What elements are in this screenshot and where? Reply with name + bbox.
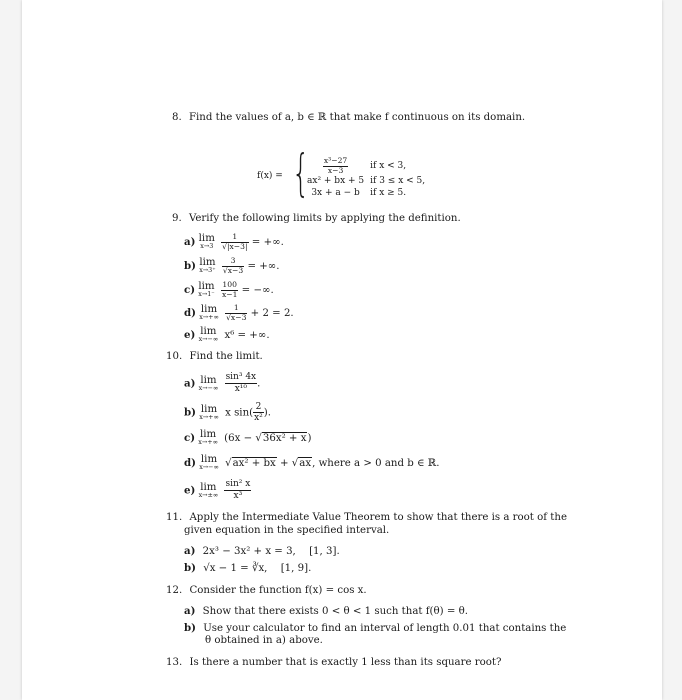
case2-condition: if 3 ≤ x < 5,	[370, 176, 426, 186]
problem-9: 9. Verify the following limits by applying the definition.	[172, 213, 461, 224]
problem-8	[172, 111, 525, 124]
case2-expression: ax² + bx + 5	[307, 176, 365, 186]
problem-11-line2: given equation in the specified interval.	[184, 525, 390, 536]
p10-item-e: e) lim x→±∞ $\frac{\text{sin² x}}{\text{x³}}$	[184, 479, 251, 501]
p9-item-c: c) lim x→1⁻ $\frac{100}{x-1}$ = −∞.	[184, 280, 274, 299]
piecewise-cases	[304, 157, 428, 199]
p9-item-a: a) lim x→3 $\frac{1}{√|x-3|}$ = +∞.	[184, 232, 284, 251]
case1-condition: if x < 3,	[370, 161, 407, 171]
p12-item-b: b) Use your calculator to find an interval of length 0.01 that contains the	[184, 622, 567, 634]
document-page	[22, 0, 662, 700]
p10-item-d: d) lim x→−∞ √ax² + bx + √ax, where a > 0 and b ∈ ℝ.	[184, 454, 440, 471]
piecewise-brace: {	[292, 144, 310, 202]
p10-item-a: a) lim x→−∞ $\frac{\text{sin³ 4x}}{\text{x¹⁰}}$ .	[184, 372, 261, 394]
p11-item-b: b) √x − 1 = ∛x, [1, 9].	[184, 562, 312, 574]
case3-condition: if x ≥ 5.	[370, 188, 407, 198]
p9-item-d: d) lim x→+∞ $\frac{1}{√x-3}$ + 2 = 2.	[184, 303, 294, 322]
problem-number: 8.	[172, 112, 182, 123]
p12-item-a: a) Show that there exists 0 < θ < 1 such that f(θ) = θ.	[184, 605, 468, 617]
piecewise-fx: f(x) =	[257, 171, 283, 181]
problem-10: 10. Find the limit.	[166, 351, 263, 362]
p12-item-b-line2: θ obtained in a) above.	[205, 635, 323, 646]
case1-fraction: $\frac{\text{x³−27}}{x-3}$	[323, 156, 348, 175]
p9-item-b: b) lim x→3⁺ $\frac{3}{√x-3}$ = +∞.	[184, 256, 280, 275]
p9-item-e: e) lim x→−∞ x⁶ = +∞.	[184, 326, 270, 343]
case3-expression: 3x + a − b	[311, 188, 360, 198]
problem-11: 11. Apply the Intermediate Value Theorem to show that there is a root of the	[166, 512, 567, 523]
p10-item-c: c) lim x→+∞ (6x − √36x² + x)	[184, 429, 312, 446]
p10-item-b: b) lim x→+∞ x sin( $\frac{2}{\text{x²}}$ ).	[184, 402, 272, 423]
problem-13: 13. Is there a number that is exactly 1 less than its square root?	[166, 657, 502, 668]
problem-12: 12. Consider the function f(x) = cos x.	[166, 585, 367, 596]
problem-text: Find the values of a, b ∈ ℝ that make f continuous on its domain.	[188, 112, 526, 123]
p11-item-a: a) 2x³ − 3x² + x = 3, [1, 3].	[184, 545, 340, 557]
